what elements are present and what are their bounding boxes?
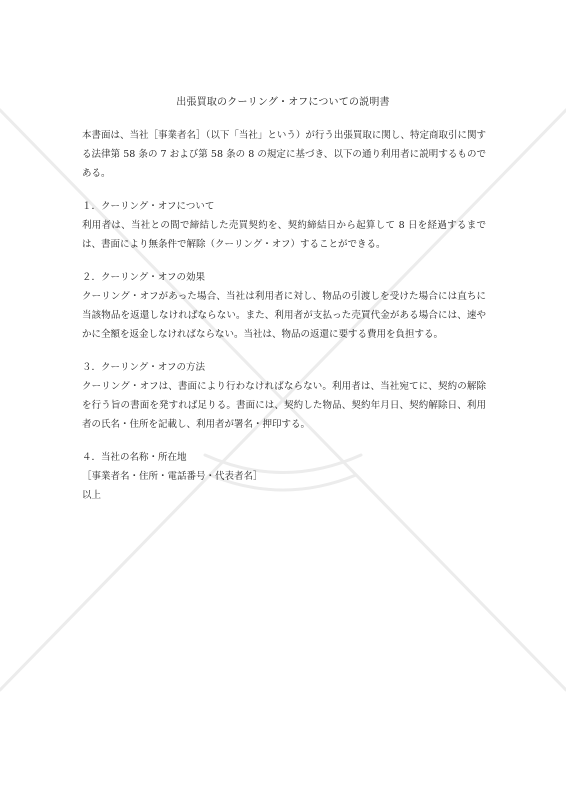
section-heading: ３．クーリング・オフの方法	[82, 362, 206, 373]
intro-paragraph: 本書面は、当社［事業者名］（以下「当社」という）が行う出張買取に関し、特定商取引に関する法律第 58 条の 7 および第 58 条の 8 の規定に基づき、以下の通り利用者に説明するものである。	[82, 130, 486, 179]
section-heading: ４．当社の名称・所在地	[82, 452, 187, 463]
section-body: クーリング・オフは、書面により行わなければならない。利用者は、当社宛てに、契約の解除を行う旨の書面を発すれば足りる。書面には、契約した物品、契約年月日、契約解除日、利用者の氏名・住所を記載し、利用者が署名・押印する。	[82, 381, 486, 430]
section-body: 利用者は、当社との間で締結した売買契約を、契約締結日から起算して 8 日を経過するまでは、書面により無条件で解除（クーリング・オフ）することができる。	[82, 220, 486, 250]
section-cooling-off-effect	[82, 268, 486, 344]
section-cooling-off-method	[82, 358, 486, 434]
closing-mark: 以上	[82, 490, 102, 501]
company-info-placeholder: ［事業者名・住所・電話番号・代表者名］	[82, 471, 263, 482]
section-cooling-off	[82, 197, 486, 254]
document-title: 出張買取のクーリング・オフについての説明書	[176, 97, 390, 108]
section-body: クーリング・オフがあった場合、当社は利用者に対し、物品の引渡しを受けた場合には直ちに当該物品を返還しなければならない。また、利用者が支払った売買代金がある場合には、速やかに全額を返金しなければならない。当社は、物品の返還に要する費用を負担する。	[82, 291, 486, 340]
document-body	[82, 126, 486, 519]
section-heading: １．クーリング・オフについて	[82, 201, 215, 212]
section-heading: ２．クーリング・オフの効果	[82, 272, 206, 283]
section-company-info	[82, 448, 486, 505]
